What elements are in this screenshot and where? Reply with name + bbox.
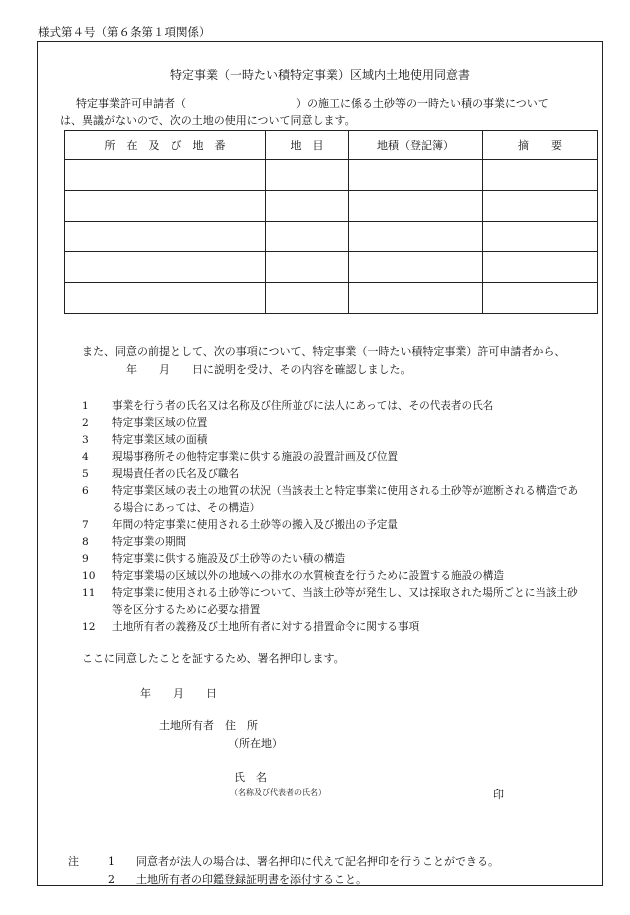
intro-line-1: 特定事業許可申請者（ ）の施工に係る土砂等の一時たい積の事業について <box>76 97 549 110</box>
item-number: 11 <box>82 587 96 599</box>
explained-item <box>82 534 587 551</box>
item-number: 6 <box>82 485 89 497</box>
land-table-cell[interactable] <box>266 190 349 221</box>
note-text: 同意者が法人の場合は、署名押印に代えて記名押印を行うことができる。 <box>136 855 499 868</box>
explained-items-list <box>82 398 587 636</box>
land-table-cell[interactable] <box>349 252 483 283</box>
owner-location-label: （所在地） <box>228 737 283 750</box>
certification-statement: ここに同意したことを証するため、署名押印します。 <box>82 652 345 665</box>
explained-item <box>82 432 587 449</box>
header-location: 所 在 及 び 地 番 <box>65 131 266 160</box>
land-table-row <box>65 160 598 191</box>
owner-name-sub-label: （名称及び代表者の氏名） <box>230 788 326 797</box>
item-text: 特定事業区域の位置 <box>112 417 208 429</box>
item-text: 土地所有者の義務及び土地所有者に対する措置命令に関する事項 <box>112 621 420 633</box>
item-text: 現場事務所その他特定事業に供する施設の設置計画及び位置 <box>112 451 399 463</box>
form-number: 様式第４号（第６条第１項関係） <box>38 25 211 39</box>
item-text: 特定事業に使用される土砂等について、当該土砂等が発生し、又は採取された場所ごとに当該土砂等を区分するために必要な措置 <box>112 587 578 616</box>
explained-item <box>82 466 587 483</box>
explained-item <box>82 483 587 517</box>
item-number: 7 <box>82 519 89 531</box>
land-table-row <box>65 283 598 314</box>
land-table-cell[interactable] <box>65 283 266 314</box>
land-table-cell[interactable] <box>483 221 598 252</box>
land-table <box>64 130 598 314</box>
consent-paragraph <box>82 343 602 379</box>
intro-line-2: は、異議がないので、次の土地の使用について同意します。 <box>60 114 356 127</box>
item-text: 特定事業区域の面積 <box>112 434 208 446</box>
explained-item <box>82 551 587 568</box>
form-frame <box>37 41 603 886</box>
land-table-body <box>65 160 598 314</box>
land-table-cell[interactable] <box>266 221 349 252</box>
item-number: 2 <box>82 417 89 429</box>
consent-line-2: 年 月 日に説明を受け、その内容を確認しました。 <box>126 363 412 376</box>
land-table-cell[interactable] <box>266 160 349 191</box>
notes-heading: 注 <box>68 855 79 868</box>
land-table-cell[interactable] <box>65 160 266 191</box>
land-table-row <box>65 221 598 252</box>
land-table-row <box>65 190 598 221</box>
land-table-cell[interactable] <box>349 221 483 252</box>
note-text: 土地所有者の印鑑登録証明書を添付すること。 <box>136 873 367 886</box>
land-table-cell[interactable] <box>483 160 598 191</box>
note-number: 1 <box>108 855 115 868</box>
note-item <box>68 871 499 889</box>
item-text: 年間の特定事業に使用される土砂等の搬入及び搬出の予定量 <box>112 519 399 531</box>
explained-item <box>82 568 587 585</box>
item-text: 現場責任者の氏名及び職名 <box>112 468 240 480</box>
item-text: 特定事業場の区域以外の地域への排水の水質検査を行うために設置する施設の構造 <box>112 570 504 582</box>
item-number: 9 <box>82 553 89 565</box>
notes <box>68 853 499 889</box>
land-table-cell[interactable] <box>483 252 598 283</box>
explained-item <box>82 415 587 432</box>
note-item <box>68 853 499 871</box>
land-table-cell[interactable] <box>483 190 598 221</box>
item-number: 8 <box>82 536 89 548</box>
explained-item <box>82 619 587 636</box>
item-number: 4 <box>82 451 89 463</box>
land-table-cell[interactable] <box>266 283 349 314</box>
explained-item <box>82 398 587 415</box>
owner-name-label: 氏 名 <box>234 771 267 784</box>
item-number: 1 <box>82 400 89 412</box>
item-text: 特定事業に供する施設及び土砂等のたい積の構造 <box>112 553 346 565</box>
owner-address-label: 土地所有者 住 所 <box>159 719 258 732</box>
intro-paragraph <box>60 95 590 129</box>
item-number: 3 <box>82 434 89 446</box>
note-number: 2 <box>108 873 115 886</box>
seal-mark: 印 <box>493 788 504 801</box>
consent-line-1: また、同意の前提として、次の事項について、特定事業（一時たい積特定事業）許可申請者から、 <box>82 345 566 358</box>
signature-date: 年 月 日 <box>140 687 217 700</box>
land-table-cell[interactable] <box>65 252 266 283</box>
land-table-cell[interactable] <box>483 283 598 314</box>
land-table-cell[interactable] <box>349 283 483 314</box>
item-number: 5 <box>82 468 89 480</box>
header-remarks: 摘 要 <box>483 131 598 160</box>
land-table-cell[interactable] <box>266 252 349 283</box>
header-land-category: 地 目 <box>266 131 349 160</box>
explained-item <box>82 517 587 534</box>
land-table-cell[interactable] <box>349 160 483 191</box>
land-table-cell[interactable] <box>65 190 266 221</box>
land-table-row <box>65 252 598 283</box>
item-text: 特定事業区域の表土の地質の状況（当該表土と特定事業に使用される土砂等が遮断される構造である場合にあっては、その構造） <box>112 485 579 514</box>
item-text: 特定事業の期間 <box>112 536 187 548</box>
land-table-header-row <box>65 131 598 160</box>
explained-item <box>82 449 587 466</box>
item-number: 12 <box>82 621 96 633</box>
explained-item <box>82 585 587 619</box>
land-table-cell[interactable] <box>349 190 483 221</box>
header-area: 地積（登記簿） <box>349 131 483 160</box>
item-number: 10 <box>82 570 96 582</box>
document-title: 特定事業（一時たい積特定事業）区域内土地使用同意書 <box>169 68 470 82</box>
item-text: 事業を行う者の氏名又は名称及び住所並びに法人にあっては、その代表者の氏名 <box>112 400 494 412</box>
land-table-cell[interactable] <box>65 221 266 252</box>
